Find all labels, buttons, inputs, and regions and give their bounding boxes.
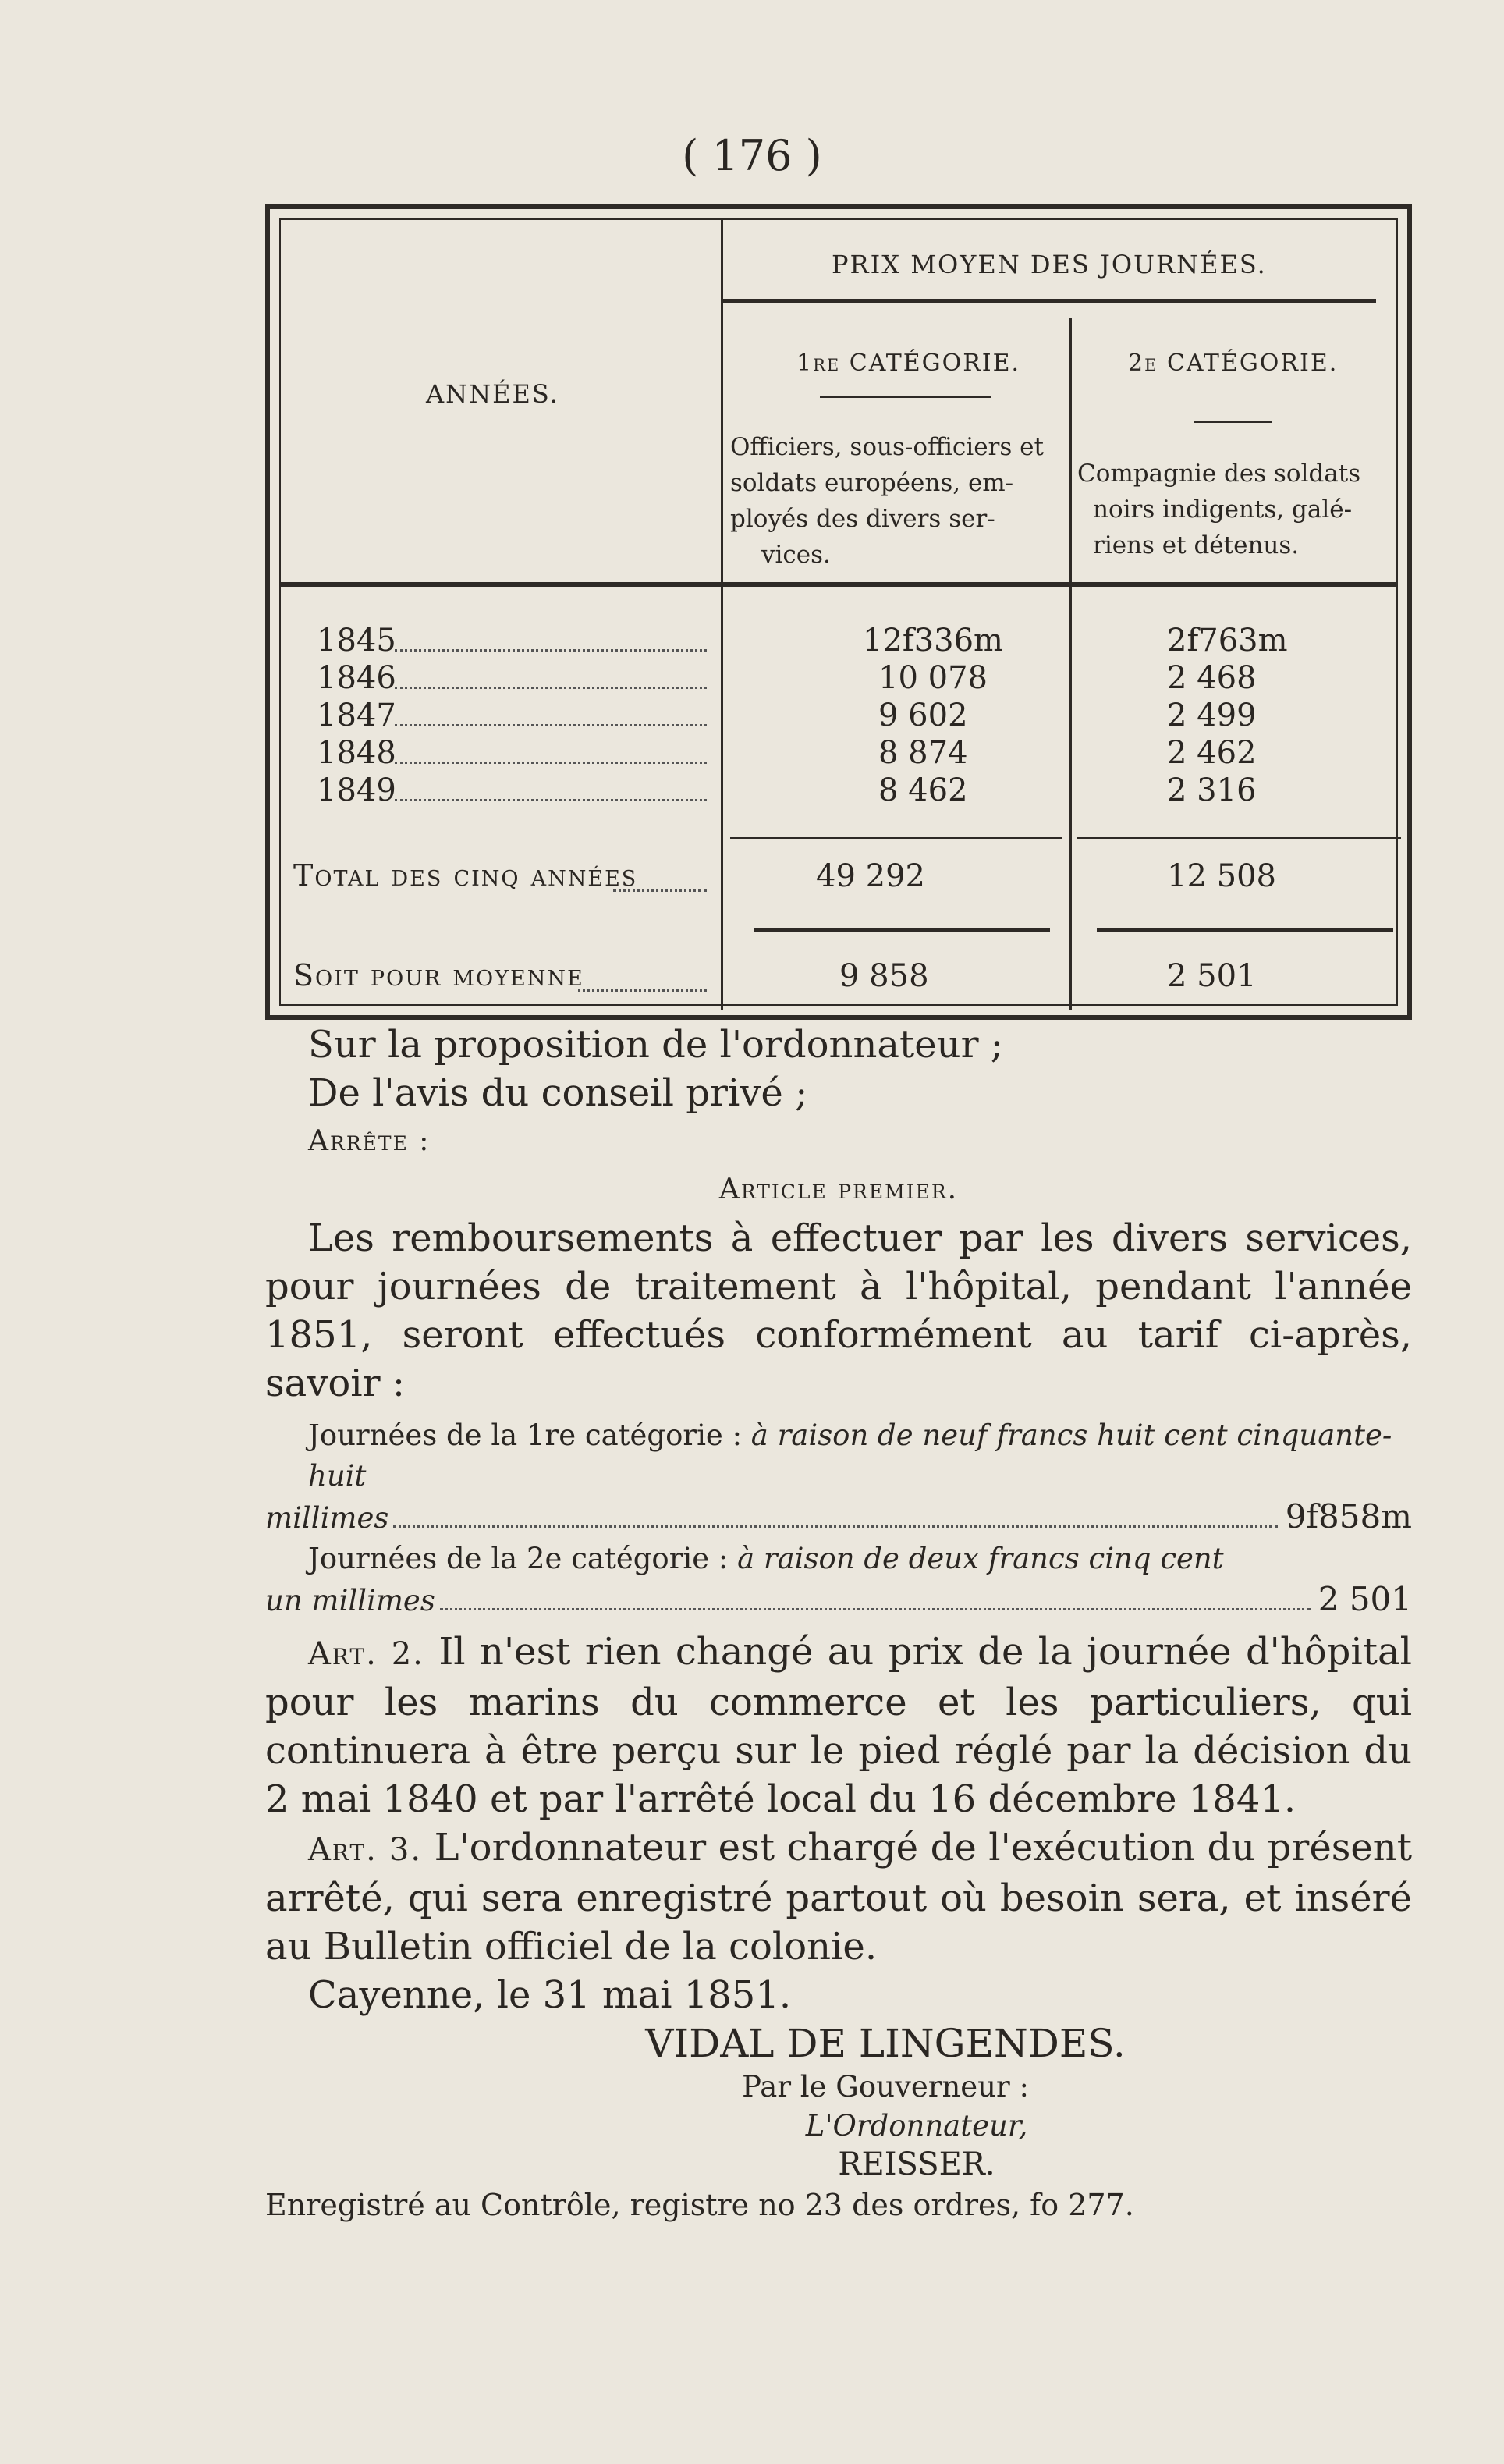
governor-signature: VIDAL DE LINGENDES. [645, 2021, 1126, 2066]
tarif-2-leader [440, 1608, 1311, 1610]
date-line: Cayenne, le 31 mai 1851. [308, 1973, 792, 2017]
row-year: 1845 [317, 623, 396, 659]
arrete-line: Arrête : [308, 1125, 431, 1157]
tarif-2-words: à raison de deux francs cinq cent [737, 1542, 1224, 1575]
ordonnateur-signature: REISSER. [838, 2146, 995, 2182]
average-label-text: Soit pour moyenne [293, 958, 584, 992]
par-le-gouverneur: Par le Gouverneur : [742, 2070, 1029, 2104]
row-category-1-value: 10 078 [878, 660, 988, 696]
category-column-divider [1069, 318, 1072, 1010]
row-leader-dots [395, 623, 707, 652]
avis-line: De l'avis du conseil privé ; [308, 1071, 808, 1115]
row-category-1-value: 12f336m [863, 623, 1003, 659]
tarif-2 [265, 1539, 1412, 1579]
category-2-desc-line: noirs indigents, galé- [1093, 495, 1353, 524]
category-2-header: 2e CATÉGORIE. [1128, 350, 1339, 377]
average-category-1: 9 858 [839, 958, 929, 994]
total-label-text: Total des cinq années [293, 858, 638, 893]
row-year: 1848 [317, 735, 396, 771]
total-label [293, 858, 637, 893]
decree-text [265, 1021, 1412, 2227]
total-rule [730, 837, 1062, 839]
article-3-label: Art. 3. [308, 1832, 423, 1868]
average-category-2: 2 501 [1167, 958, 1257, 994]
proposition-line: Sur la proposition de l'ordonnateur ; [308, 1023, 1003, 1067]
ordonnateur-text: L'Ordonnateur, [805, 2109, 1028, 2143]
total-category-2: 12 508 [1167, 858, 1276, 894]
category-2-desc-line: Compagnie des soldats [1077, 460, 1361, 488]
table-main-header: PRIX MOYEN DES JOURNÉES. [832, 250, 1267, 279]
article-3 [265, 1823, 1412, 1971]
row-leader-dots [395, 735, 707, 764]
category-2-desc-line: riens et détenus. [1093, 531, 1300, 559]
tarif-1-value: 9f858m [1285, 1497, 1412, 1536]
category-1-desc-line: ployés des divers ser- [730, 505, 995, 533]
category-1-header: 1re CATÉGORIE. [796, 350, 1021, 377]
article-1-text: Les remboursements à effectuer par les divers services, pour journées de traitement à l'hôpital, pendant l'année 1851, seront effectués conformément au tarif ci-après, savoir : [265, 1216, 1412, 1405]
category-1-desc-line: vices. [761, 541, 831, 569]
tarif-2-label: Journées de la 2e catégorie : [308, 1542, 729, 1575]
category-1-desc-line: Officiers, sous-officiers et [730, 433, 1044, 461]
row-category-1-value: 8 874 [878, 735, 968, 771]
article-heading: Article premier. [718, 1173, 959, 1205]
row-category-2-value: 2 468 [1167, 660, 1257, 696]
average-price-table [265, 204, 1412, 1020]
row-year: 1847 [317, 698, 396, 733]
tarif-1-label: Journées de la 1re catégorie : [308, 1418, 743, 1452]
row-category-2-value: 2 462 [1167, 735, 1257, 771]
tarif-1-line [265, 1497, 1412, 1539]
average-leader-dots [578, 964, 707, 992]
category-1-header-rule [820, 396, 991, 398]
row-leader-dots [395, 660, 707, 689]
article-3-text: L'ordonnateur est chargé de l'exécution du présent arrêté, qui sera enregistré partout où besoin sera, et inséré au Bulletin officiel de la colonie. [265, 1826, 1412, 1969]
row-leader-dots [395, 772, 707, 801]
registration-note: Enregistré au Contrôle, registre no 23 des ordres, fo 277. [265, 2188, 1134, 2222]
tarif-1-leader [393, 1525, 1277, 1528]
row-year: 1846 [317, 660, 396, 696]
tarif-2-line [265, 1579, 1412, 1621]
article-2-text: Il n'est rien changé au prix de la journée d'hôpital pour les marins du commerce et les particuliers, qui continuera à être perçu sur le pied réglé par la décision du 2 mai 1840 et par l'arrêté local du 16 décembre 1841. [265, 1630, 1413, 1821]
total-leader-dots [613, 865, 707, 892]
row-leader-dots [395, 698, 707, 726]
tarif-2-value: 2 501 [1318, 1580, 1412, 1618]
category-2-description [1077, 456, 1405, 563]
header-bottom-rule [279, 582, 1398, 587]
article-2-label: Art. 2. [308, 1636, 424, 1672]
row-category-1-value: 8 462 [878, 772, 968, 808]
row-category-2-value: 2f763m [1167, 623, 1288, 659]
category-1-desc-line: soldats européens, em- [730, 469, 1014, 497]
tarif-2-words-end: un millimes [265, 1584, 435, 1617]
years-header: ANNÉES. [426, 379, 559, 409]
average-rule [1097, 928, 1393, 932]
average-rule [754, 928, 1050, 932]
article-2 [265, 1628, 1412, 1823]
category-1-description [730, 429, 1062, 573]
row-category-2-value: 2 499 [1167, 698, 1257, 733]
ordonnateur-title [265, 2107, 1412, 2146]
category-2-header-rule [1194, 421, 1272, 423]
header-rule [722, 299, 1376, 303]
tarif-1-words: à raison de neuf francs huit cent cinquante-huit [308, 1418, 1392, 1493]
row-category-1-value: 9 602 [878, 698, 968, 733]
total-rule [1077, 837, 1401, 839]
tarif-1 [265, 1415, 1412, 1497]
row-year: 1849 [317, 772, 396, 808]
years-column-divider [721, 218, 723, 1010]
average-label [293, 958, 584, 992]
row-category-2-value: 2 316 [1167, 772, 1257, 808]
total-category-1: 49 292 [816, 858, 925, 894]
page-number: ( 176 ) [682, 131, 822, 180]
tarif-1-words-end: millimes [265, 1501, 389, 1535]
